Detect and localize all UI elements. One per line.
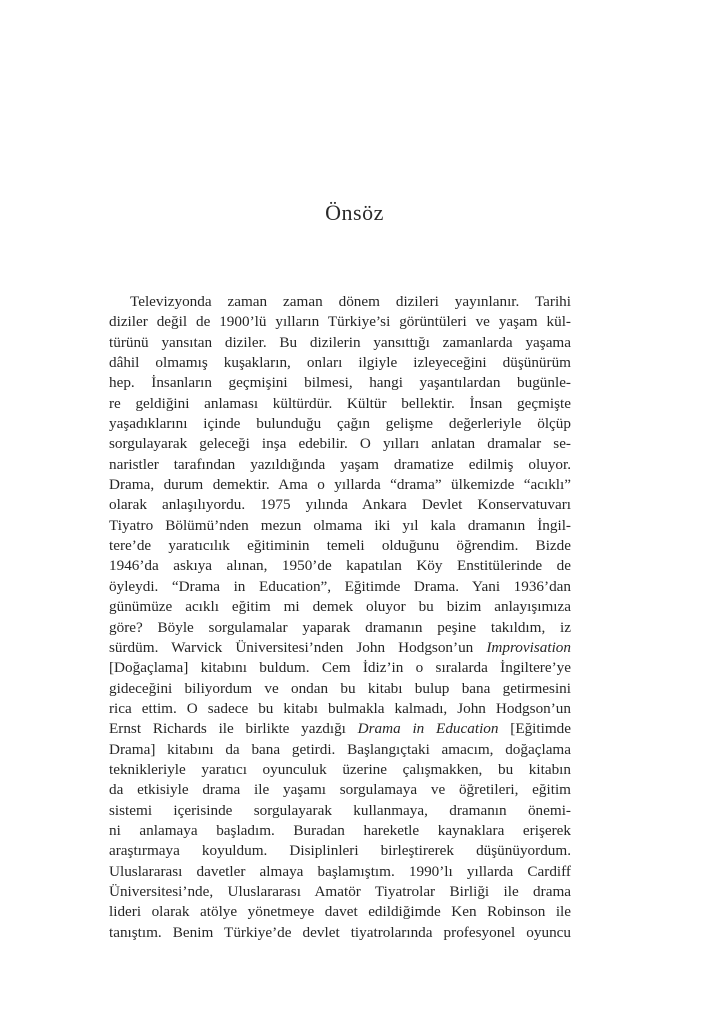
text-line: Televizyonda zaman zaman dönem dizileri yayınlanır. Tarihi [130, 293, 571, 310]
text-line: günümüze acıklı eğitim mi demek oluyor bu bizim anlayışımıza [109, 598, 571, 616]
text-line: Drama, durum demektir. Ama o yıllarda “drama” ülkemizde “acıklı” [109, 476, 571, 494]
text-line: gideceğini biliyordum ve ondan bu kitabı bulup bana getirmesini [109, 679, 571, 697]
text-line: tanıştım. Benim Türkiye’de devlet tiyatrolarında profesyonel oyuncu [109, 923, 571, 941]
text-line: [Doğaçlama] kitabını buldum. Cem İdiz’in o sıralarda İngiltere’ye [109, 659, 571, 677]
text-line: sürdüm. Warvick Üniversitesi’nden John Hodgson’un Improvisation [109, 638, 571, 656]
text-line: rica ettim. O sadece bu kitabı bulmakla kalmadı, John Hodgson’un [109, 699, 571, 717]
text-line: re geldiğini anlaması kültürdür. Kültür bellektir. İnsan geçmişte [109, 394, 571, 412]
text-line: Drama] kitabını da bana getirdi. Başlangıçtaki amacım, doğaçlama [109, 740, 571, 758]
text-line: Uluslararası davetler almaya başlamıştım. 1990’lı yıllarda Cardiff [109, 862, 571, 880]
text-line: göre? Böyle sorgulamalar yaparak dramanın peşine takıldım, iz [109, 618, 571, 636]
text-line: diziler değil de 1900’lü yılların Türkiye’si görüntüleri ve yaşam kül- [109, 313, 571, 331]
page-title: Önsöz [325, 200, 384, 225]
text-line: ni anlamaya başladım. Buradan hareketle kaynaklara erişerek [109, 821, 571, 839]
text-line: türünü yansıtan diziler. Bu dizilerin yansıttığı zamanlarda yaşama [109, 333, 571, 351]
text-line: 1946’da askıya alınan, 1950’de kapatılan Köy Enstitülerinde de [109, 557, 571, 575]
text-line: Tiyatro Bölümü’nden mezun olmama iki yıl kala dramanın İngil- [109, 516, 571, 534]
text-line: tere’de yaratıcılık eğitiminin temeli olduğunu öğrendim. Bizde [109, 537, 571, 555]
body-paragraph [109, 292, 571, 943]
text-line: öyleydi. “Drama in Education”, Eğitimde Drama. Yani 1936’dan [109, 577, 571, 595]
text-line: olarak anlaşılıyordu. 1975 yılında Ankara Devlet Konservatuvarı [109, 496, 571, 514]
text-line: sorgulayarak geleceği inşa edebilir. O yılları anlatan dramalar se- [109, 435, 571, 453]
text-line: da etkisiyle drama ile yaşamı sorgulamaya ve öğretileri, eğitim [109, 781, 571, 799]
text-line: teknikleriyle yaratıcı oyunculuk üzerine çalışmakken, bu kitabın [109, 760, 571, 778]
text-line: naristler tarafından yazıldığında yaşam dramatize edilmiş oluyor. [109, 455, 571, 473]
text-line: lideri olarak atölye yönetmeye davet edildiğimde Ken Robinson ile [109, 903, 571, 921]
text-line: yaşadıklarını içinde bulunduğu çağın gelişme değerleriyle ölçüp [109, 415, 571, 433]
text-line: Ernst Richards ile birlikte yazdığı Drama in Education [Eğitimde [109, 720, 571, 738]
text-line: sistemi içerisinde sorgulayarak kullanmaya, dramanın önemi- [109, 801, 571, 819]
text-line: dâhil olmamış kuşakların, onları ilgiyle izleyeceğini düşünürüm [109, 354, 571, 372]
text-line: araştırmaya koyuldum. Disiplinleri birleştirerek düşünüyordum. [109, 842, 571, 860]
text-line: hep. İnsanların geçmişini bilmesi, hangi yaşantılardan bugünle- [109, 374, 571, 392]
text-line: Üniversitesi’nde, Uluslararası Amatör Tiyatrolar Birliği ile drama [109, 882, 571, 900]
